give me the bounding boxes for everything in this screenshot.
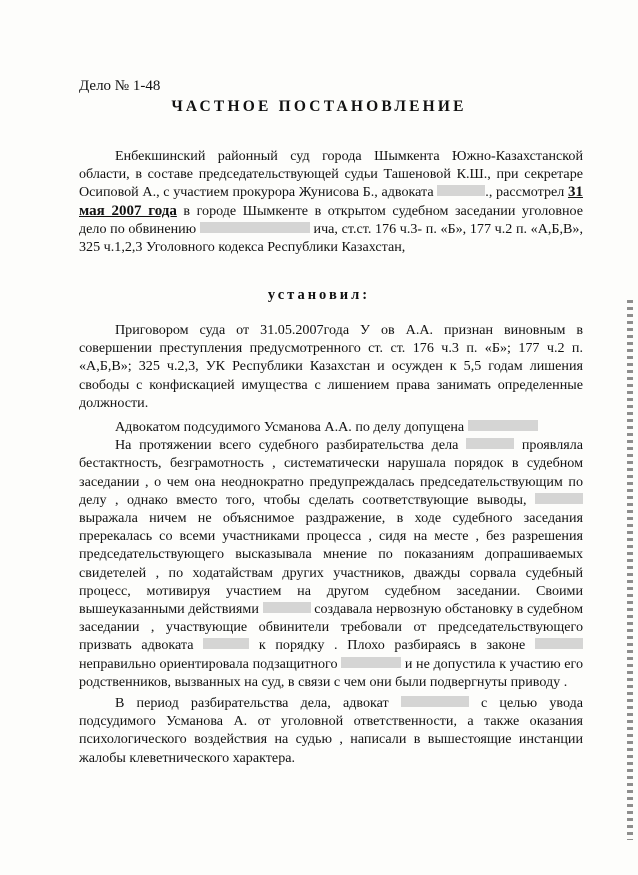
complaint-text-1: В период разбирательства дела, адвокат	[115, 695, 389, 711]
advocate-paragraph	[79, 418, 583, 691]
intro-text-3: в городе Шымкенте в открытом судебном заседании уголовное дело по обвинению	[79, 202, 583, 237]
redaction-mark	[341, 657, 401, 668]
advocate-text-6: неправильно ориентировала подзащитного	[79, 655, 338, 672]
advocate-text-2: проявляла бестактность, безграмотность , систематически нарушала порядок в судебном заседании , о чем она неоднократно предупреждалась председательствующим по делу , однако вместо того, чтобы сделать соответствующие выводы,	[79, 437, 583, 508]
redaction-mark	[535, 493, 583, 504]
redaction-mark	[263, 602, 311, 613]
complaint-paragraph	[79, 694, 583, 767]
redaction-mark	[203, 638, 249, 649]
redaction-mark	[401, 696, 469, 707]
redaction-mark	[200, 222, 310, 233]
advocate-text-5: к порядку . Плохо разбираясь в законе	[258, 637, 526, 654]
redaction-mark	[468, 420, 538, 431]
intro-paragraph	[79, 147, 583, 256]
redaction-mark	[535, 638, 583, 649]
document-title: ЧАСТНОЕ ПОСТАНОВЛЕНИЕ	[171, 98, 467, 115]
verdict-text: Приговором суда от 31.05.2007года У ов А.А. признан виновным в совершении преступления предусмотренного ст. ст. 176 ч.3 п. «Б»; 177 ч.2 п. «А,Б,В»; 325 ч.2,3, УК Республики Казахстан и осужден к 5,5 годам лишения свободы с конфискацией имущества с лишением права занимать определенные должности.	[79, 322, 583, 411]
hearing-date: 31 мая 2007 года	[79, 184, 583, 219]
case-number: Дело № 1-48	[79, 78, 161, 94]
advocate-text-3: выражала ничем не объяснимое раздражение, в ходе судебного заседания пререкалась со всеми участниками процесса , сидя на месте , без разрешения председательствующего высказывала мнение по показаниям допрашиваемых свидетелей , по ходатайствам других участников, дважды сорвала судебный процесс, мотивируя участием на другом судебном заседании. Своими вышеуказанными действиями	[79, 510, 583, 618]
complaint-text-2: с целью увода подсудимого Усманова А. от уголовной ответственности, а также оказания психологического воздействия на судью , написали в вышестоящие инстанции жалобы клеветнического характера.	[79, 695, 584, 766]
redaction-mark	[437, 185, 485, 196]
advocate-text-1: На протяжении всего судебного разбирательства дела	[115, 437, 459, 454]
redaction-mark	[466, 438, 514, 449]
section-heading: установил:	[267, 287, 371, 303]
advocate-text-4: создавала нервозную обстановку в судебном заседании , участвующие обвинители требовали от председательствующего призвать адвоката	[79, 601, 584, 654]
verdict-paragraph	[79, 321, 583, 412]
intro-text-4: ича, ст.ст. 176 ч.3- п. «Б», 177 ч.2 п. «А,Б,В», 325 ч.1,2,3 Уголовного кодекса Республики Казахстан,	[79, 220, 583, 256]
advocate-admitted-text: Адвокатом подсудимого Усманова А.А. по делу допущена	[115, 419, 465, 435]
advocate-text-7: и не допустила к участию его родственников, вызванных на суд, в связи с чем они были подвергнуты приводу .	[79, 655, 583, 690]
scan-margin-artifact	[627, 300, 633, 840]
intro-text-1: Енбекшинский районный суд города Шымкента Южно-Казахстанской области, в составе председательствующей судьи Ташеновой К.Ш., при секретаре Осиповой А., с участием прокурора Жунисова Б., адвоката	[79, 148, 583, 201]
intro-text-2: ., рассмотрел	[485, 184, 565, 201]
